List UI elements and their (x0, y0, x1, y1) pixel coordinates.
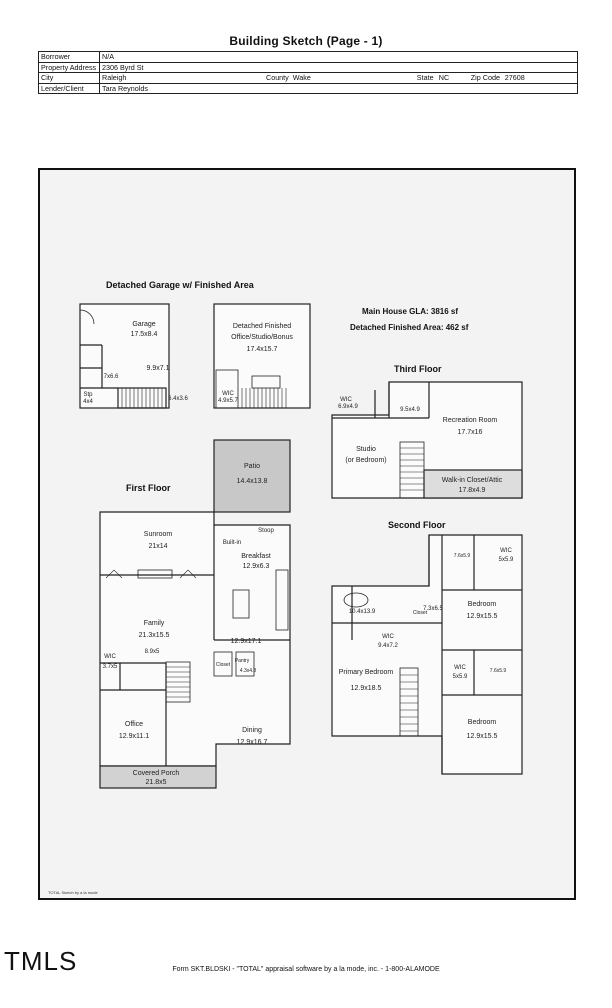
zip-label: Zip Code (469, 73, 503, 84)
studio-label: Studio (356, 446, 376, 453)
garage-stp-dim: 4x4 (83, 399, 93, 405)
office-wic-dim: 4.9x5.7 (218, 398, 238, 404)
family-dim: 21.3x15.5 (138, 632, 170, 639)
lender-value: Tara Reynolds (100, 83, 578, 94)
stoop-label: Stoop (258, 528, 274, 534)
building-sketch (38, 168, 576, 900)
office-wic: WIC (222, 391, 234, 397)
breakfast-label: Breakfast (241, 553, 271, 560)
state-label: State (415, 73, 437, 84)
wic3-dim: 6.9x4.9 (338, 404, 358, 410)
pantry-label: Pantry (234, 658, 250, 664)
kitchen-dim: 12.9x17.1 (230, 638, 262, 645)
patio-box (214, 440, 290, 512)
builtin-label: Built-in (222, 540, 242, 546)
garage-label: Garage (132, 321, 156, 328)
first-floor-heading: First Floor (126, 483, 171, 493)
wic1-dim: 3.7x5 (102, 664, 118, 670)
state-value: NC (437, 73, 469, 84)
pantry-dim: 4.3x4.8 (239, 668, 257, 674)
bedroom-b-dim: 12.9x15.5 (466, 733, 498, 740)
bedroom-b-label: Bedroom (467, 719, 497, 726)
garage-closet-dim: 6.4x3.6 (168, 396, 188, 402)
address-value: 2306 Byrd St (100, 62, 578, 73)
garage-sub-dim: 9.9x7.1 (146, 365, 170, 372)
sunroom-dim: 21x14 (148, 543, 168, 550)
recreation-label: Recreation Room (442, 417, 498, 424)
wic2c-dim: 5x5.9 (452, 674, 468, 680)
office-label-2: Office/Studio/Bonus (231, 334, 293, 341)
header-table (38, 51, 578, 94)
second-floor-heading: Second Floor (388, 520, 446, 530)
bath2a-dim: 7.6x5.9 (453, 553, 471, 559)
third-floor-heading: Third Floor (394, 364, 442, 374)
borrower-label: Borrower (39, 52, 100, 63)
sketch-credit: TOTAL Sketch by a la mode (48, 890, 98, 895)
office-label-1: Detached Finished (232, 323, 292, 330)
primary-bath-dim: 10.4x13.9 (348, 609, 376, 615)
wic2a-label: WIC (500, 548, 512, 554)
page-title: Building Sketch (Page - 1) (229, 34, 383, 48)
porch-dim: 21.8x5 (145, 779, 167, 786)
porch-label: Covered Porch (132, 770, 180, 777)
studio-sub: (or Bedroom) (345, 457, 387, 464)
zip-value: 27608 (503, 73, 578, 84)
address-label: Property Address (39, 62, 100, 73)
wic2c-label: WIC (454, 665, 466, 671)
gla-text: Main House GLA: 3816 sf (362, 307, 459, 316)
bath3-dim: 9.5x4.9 (400, 407, 420, 413)
detached-area-text: Detached Finished Area: 462 sf (350, 323, 469, 332)
county-label: County (266, 73, 289, 83)
patio-dim: 14.4x13.8 (236, 478, 268, 485)
bedroom-a-label: Bedroom (467, 601, 497, 608)
walkin-label: Walk-in Closet/Attic (441, 477, 503, 484)
breakfast-dim: 12.9x6.3 (242, 563, 270, 570)
office1-label: Office (124, 721, 144, 728)
patio-label: Patio (244, 463, 260, 470)
family-label: Family (143, 620, 165, 627)
office-dim: 17.4x15.7 (246, 346, 278, 353)
wic1-label: WIC (104, 654, 116, 660)
city-label: City (39, 73, 100, 84)
primary-label: Primary Bedroom (338, 669, 394, 676)
wic2b-label: WIC (382, 634, 394, 640)
closet1-label: Closet (215, 662, 231, 668)
garage-heading: Detached Garage w/ Finished Area (106, 280, 254, 290)
walkin-dim: 17.8x4.9 (458, 487, 486, 494)
primary-dim: 12.9x18.5 (350, 685, 382, 692)
floor-plan-drawing (40, 170, 574, 898)
bath2c-dim: 7.6x5.9 (489, 668, 507, 674)
bath2b-dim: 7.3x6.5 (423, 606, 443, 612)
lender-label: Lender/Client (39, 83, 100, 94)
wic3-label: WIC (340, 397, 352, 403)
mls-logo: TMLS (4, 946, 78, 976)
sunroom-label: Sunroom (143, 531, 173, 538)
city-value: Raleigh (100, 73, 265, 84)
bedroom-a-dim: 12.9x15.5 (466, 613, 498, 620)
bath1-dim: 8.9x5 (144, 649, 160, 655)
county-value: Wake (291, 73, 415, 84)
recreation-dim: 17.7x16 (457, 429, 483, 436)
wic2a-dim: 5x5.9 (498, 557, 514, 563)
office1-dim: 12.9x11.1 (118, 733, 150, 740)
dining-dim: 12.9x16.7 (236, 739, 268, 746)
form-footer: Form SKT.BLDSKI - "TOTAL" appraisal software by a la mode, inc. - 1-800-ALAMODE (172, 966, 440, 973)
dining-label: Dining (242, 727, 262, 734)
garage-stp: Stp (83, 392, 93, 398)
closet2-label: Closet (412, 610, 428, 616)
garage-dim: 17.5x8.4 (130, 331, 158, 338)
garage-bath-dim: 7x6.6 (103, 374, 119, 380)
wic2b-dim: 9.4x7.2 (378, 643, 398, 649)
borrower-value: N/A (100, 52, 578, 63)
